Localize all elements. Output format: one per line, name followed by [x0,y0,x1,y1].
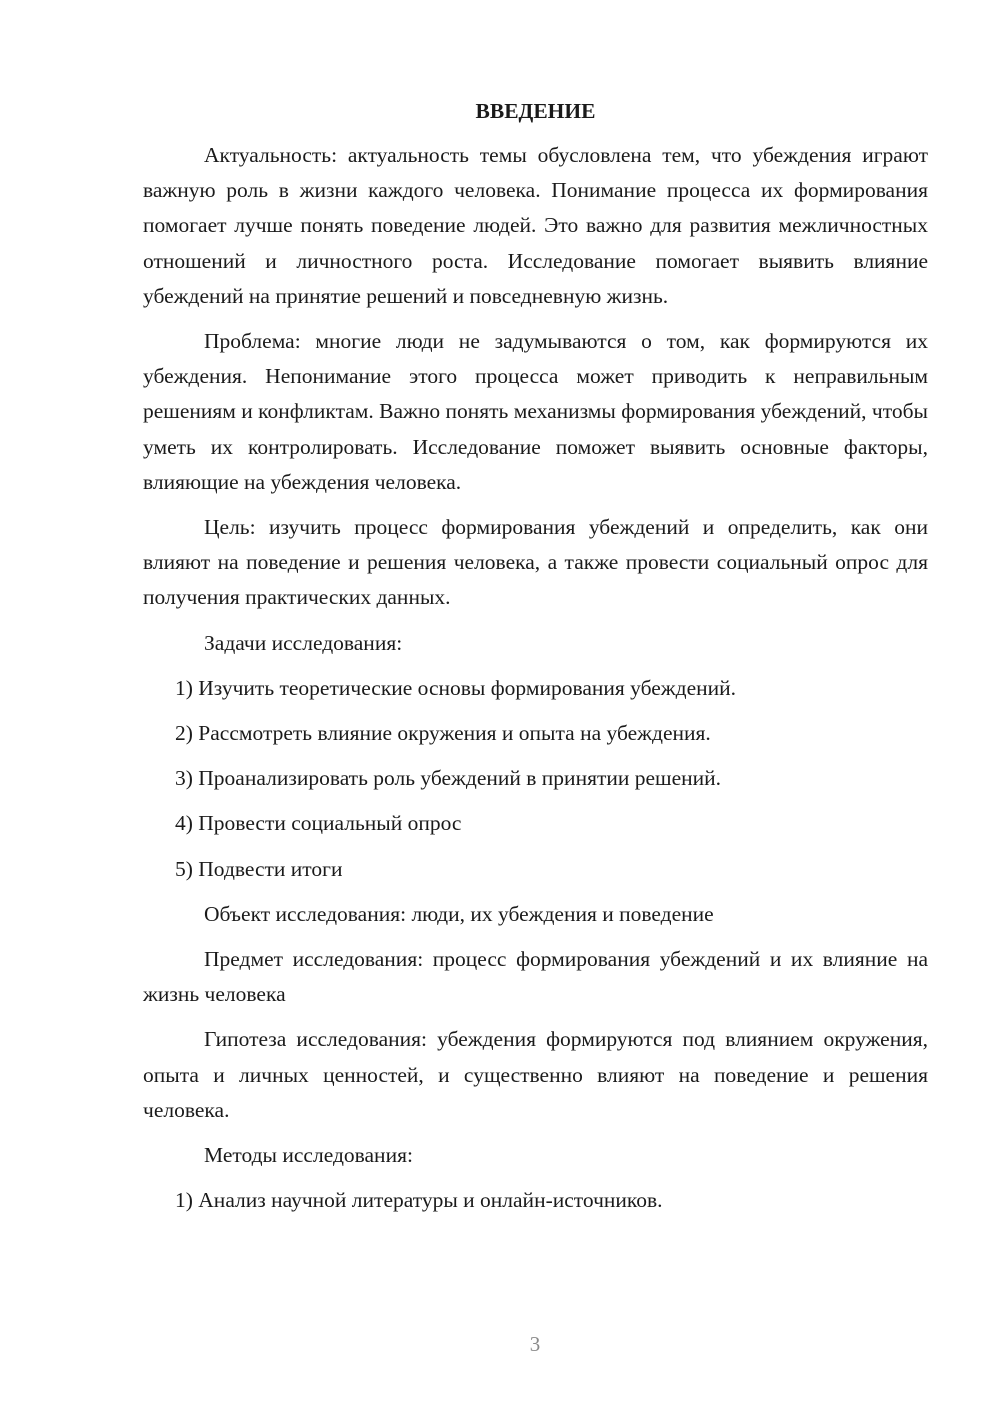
page-content [143,96,928,1228]
problem-paragraph: Проблема: многие люди не задумываются о том, как формируются их убеждения. Непонимание этого процесса может приводить к неправильным решениям и конфликтам. Важно понять механизмы формирования убеждений, чтобы уметь их контролировать. Исследование поможет выявить основные факторы, влияющие на убеждения человека. [143,329,928,494]
relevance-paragraph: Актуальность: актуальность темы обусловлена тем, что убеждения играют важную роль в жизни каждого человека. Понимание процесса их формирования помогает лучше понять поведение людей. Это важно для развития межличностных отношений и личностного роста. Исследование помогает выявить влияние убеждений на принятие решений и повседневную жизнь. [143,143,928,308]
goal-paragraph: Цель: изучить процесс формирования убеждений и определить, как они влияют на поведение и решения человека, а также провести социальный опрос для получения практических данных. [143,515,928,610]
task-item: 5) Подвести итоги [175,856,343,881]
page-number: 3 [529,1332,541,1356]
object-paragraph: Объект исследования: люди, их убеждения и поведение [204,901,714,926]
tasks-heading: Задачи исследования: [204,630,403,655]
method-item: 1) Анализ научной литературы и онлайн-источников. [175,1188,663,1213]
methods-heading: Методы исследования: [204,1143,413,1168]
task-item: 4) Провести социальный опрос [175,811,462,836]
task-item: 2) Рассмотреть влияние окружения и опыта на убеждения. [175,721,711,746]
section-title: ВВЕДЕНИЕ [475,99,596,123]
task-item: 3) Проанализировать роль убеждений в принятии решений. [175,766,722,791]
subject-paragraph: Предмет исследования: процесс формирования убеждений и их влияние на жизнь человека [143,947,928,1007]
task-item: 1) Изучить теоретические основы формирования убеждений. [175,675,737,700]
hypothesis-paragraph: Гипотеза исследования: убеждения формируются под влиянием окружения, опыта и личных ценностей, и существенно влияют на поведение и решения человека. [143,1027,928,1122]
